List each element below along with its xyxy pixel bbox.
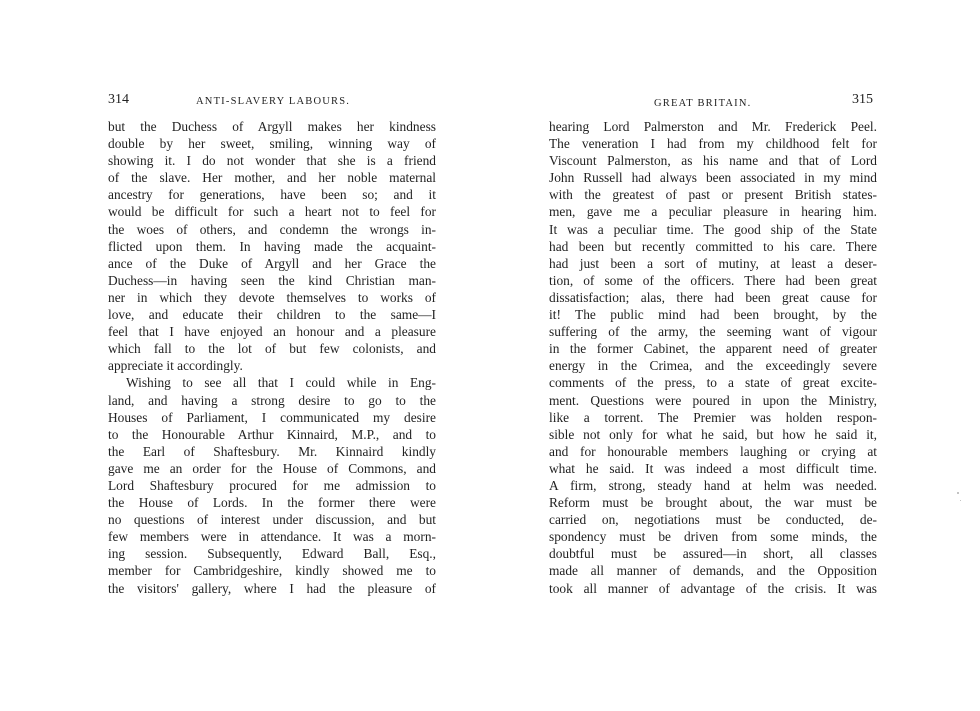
text-line: tion, of some of the officers. There had been great: [549, 272, 877, 288]
text-line: dissatisfaction; alas, there had been great cause for: [549, 289, 877, 305]
text-line: feel that I have enjoyed an honour and a pleasure: [108, 324, 436, 340]
text-line: men, gave me a peculiar pleasure in hearing him.: [549, 204, 877, 220]
text-line: It was a peculiar time. The good ship of the State: [549, 221, 877, 237]
text-line: carried on, negotiations must be conducted, de-: [549, 512, 877, 528]
text-line: ment. Questions were poured in upon the Ministry,: [549, 392, 877, 408]
text-line: gave me an order for the House of Commons, and: [108, 460, 436, 476]
text-line: comments of the press, to a state of great excite-: [549, 375, 877, 391]
text-line: energy in the Crimea, and the exceedingly severe: [549, 358, 877, 374]
text-line: doubtful must be assured—in short, all classes: [549, 546, 877, 562]
text-line: appreciate it accordingly.: [108, 358, 243, 374]
text-line: The veneration I had from my childhood felt for: [549, 136, 877, 152]
text-line: no questions of interest under discussion, and but: [108, 512, 436, 528]
text-line: Wishing to see all that I could while in Eng-: [126, 375, 436, 391]
text-line: would be difficult for such a heart not to feel for: [108, 204, 436, 220]
text-line: land, and having a strong desire to go to the: [108, 392, 436, 408]
text-line: took all manner of advantage of the crisis. It was: [549, 580, 877, 596]
right-page-body: [549, 118, 877, 597]
text-line: had just been a sort of mutiny, at least a deser-: [549, 255, 877, 271]
text-line: the woes of others, and condemn the wrongs in-: [108, 221, 436, 237]
text-line: the Earl of Shaftesbury. Mr. Kinnaird kindly: [108, 443, 436, 459]
text-line: double by her sweet, smiling, winning way of: [108, 136, 436, 152]
text-line: member for Cambridgeshire, kindly showed me to: [108, 563, 436, 579]
text-line: like a torrent. The Premier was holden respon-: [549, 409, 877, 425]
text-line: hearing Lord Palmerston and Mr. Frederick Peel.: [549, 119, 877, 134]
text-line: and for honourable members laughing or crying at: [549, 443, 877, 459]
text-line: Duchess—in having seen the kind Christian man-: [108, 272, 436, 288]
text-line: to the Honourable Arthur Kinnaird, M.P., and to: [108, 426, 436, 442]
right-page-header: [549, 93, 877, 109]
left-page-header: [108, 93, 436, 109]
text-line: in the former Cabinet, the apparent need of greater: [549, 341, 877, 357]
text-line: spondency must be driven from some minds, the: [549, 529, 877, 545]
text-line: the House of Lords. In the former there were: [108, 495, 436, 511]
text-line: Viscount Palmerston, as his name and that of Lord: [549, 153, 877, 169]
text-line: the visitors' gallery, where I had the pleasure of: [108, 580, 436, 596]
text-line: of the slave. Her mother, and her noble maternal: [108, 170, 436, 186]
text-line: with the greatest of past or present British states-: [549, 187, 877, 203]
text-line: ing session. Subsequently, Edward Ball, Esq.,: [108, 546, 436, 562]
text-line: flicted upon them. In having made the acquaint-: [108, 238, 436, 254]
running-head: ANTI-SLAVERY LABOURS.: [196, 96, 351, 107]
text-line: ance of the Duke of Argyll and her Grace the: [108, 255, 436, 271]
text-line: love, and educate their children to the same—I: [108, 307, 436, 323]
page-number: 314: [108, 92, 129, 107]
text-line: showing it. I do not wonder that she is a friend: [108, 153, 436, 169]
text-line: Lord Shaftesbury procured for me admission to: [108, 477, 436, 493]
text-line: it! The public mind had been brought, by the: [549, 307, 877, 323]
text-line: Reform must be brought about, the war must be: [549, 495, 877, 511]
text-line: but the Duchess of Argyll makes her kindness: [108, 119, 436, 134]
text-line: suffering of the army, the seeming want of vigour: [549, 324, 877, 340]
text-line: ancestry for generations, have been so; and it: [108, 187, 436, 203]
text-line: sible not only for what he said, but how he said it,: [549, 426, 877, 442]
text-line: ner in which they devote themselves to works of: [108, 289, 436, 305]
text-line: few members were in attendance. It was a morn-: [108, 529, 436, 545]
text-line: John Russell had always been associated in my mind: [549, 170, 877, 186]
running-head: GREAT BRITAIN.: [654, 98, 752, 109]
left-page-body: [108, 118, 436, 597]
text-line: had been but recently committed to his care. There: [549, 238, 877, 254]
text-line: made all manner of demands, and the Opposition: [549, 563, 877, 579]
text-line: which fall to the lot of but few colonists, and: [108, 341, 436, 357]
text-line: what he said. It was indeed a most difficult time.: [549, 460, 877, 476]
paper-speck: [957, 492, 959, 494]
text-line: Houses of Parliament, I communicated my desire: [108, 409, 436, 425]
paper-speck: [960, 500, 961, 501]
text-line: A firm, strong, steady hand at helm was needed.: [549, 477, 877, 493]
page-number: 315: [852, 92, 873, 107]
